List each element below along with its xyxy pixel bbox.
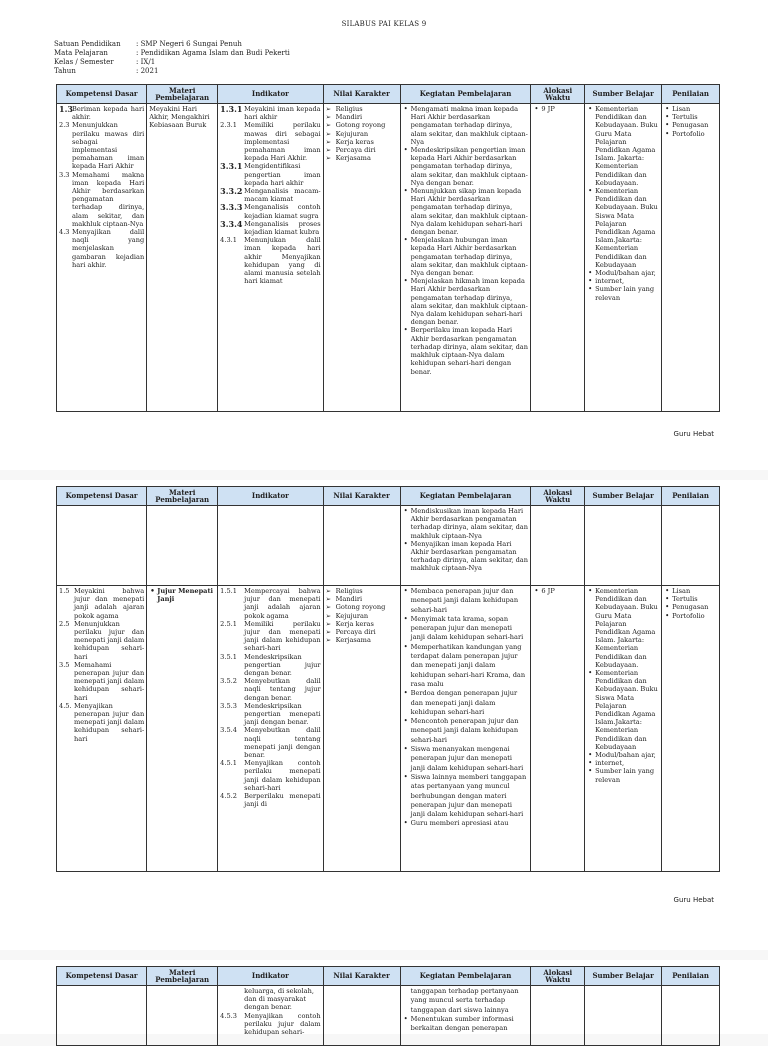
- penilaian-list: [664, 105, 717, 138]
- syllabus-table: [56, 84, 720, 412]
- kegiatan-cell: [400, 506, 531, 586]
- header-row: [57, 487, 720, 506]
- alokasi-list: [533, 105, 582, 113]
- penilaian-list: [664, 587, 717, 620]
- list-item: ➢ Religius: [326, 587, 398, 595]
- sumber-list: [587, 105, 659, 302]
- list-item: • Berperilaku iman kepada Hari Akhir berdasarkan pengamatan terhadap dirinya, alam sekitar, dan makhluk ciptaan-Nya dalam kehidupan sehari-hari dengan benar.: [403, 326, 529, 375]
- document-page-1: [0, 0, 768, 470]
- kd-cell: [57, 506, 147, 586]
- kd-item: [59, 702, 144, 743]
- table-row: [57, 986, 720, 1046]
- indikator-cell: [218, 506, 323, 586]
- header-sumber: Sumber Belajar: [585, 85, 662, 104]
- kd-number: 1.5: [59, 587, 70, 595]
- meta-row: [54, 40, 290, 49]
- meta-row: [54, 49, 290, 58]
- list-item: • Membaca penerapan jujur dan menepati janji dalam kehidupan sehari-hari: [403, 587, 529, 615]
- list-item: • Lisan: [664, 105, 717, 113]
- kd-number: 4.5.: [59, 701, 72, 710]
- kd-item: [59, 228, 144, 269]
- penilaian-cell: [662, 586, 720, 872]
- indikator-number: 1.5.1: [220, 587, 237, 595]
- nilai-cell: [323, 506, 400, 586]
- indikator-text: Memiliki perilaku mawas diri sebagai implementasi pemahaman iman kepada Hari Akhir.: [244, 121, 321, 163]
- sumber-cell: [585, 104, 662, 412]
- meta-row: [54, 67, 290, 76]
- kegiatan-list: [403, 507, 529, 573]
- list-item: • Menyimak tata krama, sopan penerapan jujur dan menepati janji dalam kehidupan sehari-hari: [403, 615, 529, 643]
- indikator-number: 3.5.1: [220, 652, 237, 661]
- list-item: • Memperhatikan kandungan yang terdapat dalam penerapan jujur dan menepati janji dalam kehidupan sehari-hari Krama, dan rasa malu: [403, 643, 529, 689]
- header-nilai-karakter: Nilai Karakter: [323, 85, 400, 104]
- kegiatan-cell: [400, 586, 531, 872]
- materi-cell: [147, 104, 218, 412]
- header-nilai-karakter: Nilai Karakter: [323, 967, 400, 986]
- footer-note: Guru Hebat: [673, 430, 714, 438]
- list-item: • Modul/bahan ajar,: [587, 751, 659, 759]
- list-item: ➢ Percaya diri: [326, 146, 398, 154]
- kd-cell: [57, 104, 147, 412]
- list-item: • Tertulis: [664, 113, 717, 121]
- kd-item: [59, 171, 144, 228]
- list-item: • Lisan: [664, 587, 717, 595]
- list-item: • Kementerian Pendidikan dan Kebudayaan. Buku Siswa Mata Pelajaran Pendidkan Agama Islam.Jakarta: Kementerian Pendidikan dan Kebudayaan: [587, 669, 659, 751]
- indikator-number: 1.3.1: [220, 104, 243, 114]
- list-item: ➢ Religius: [326, 105, 398, 113]
- header-nilai-karakter: Nilai Karakter: [323, 487, 400, 506]
- list-item: • Modul/bahan ajar,: [587, 269, 659, 277]
- header-row: [57, 967, 720, 986]
- kd-number: 3.5: [59, 660, 70, 669]
- indikator-item: [220, 726, 320, 759]
- list-item: • Kementerian Pendidikan dan Kebudayaan. Buku Guru Mata Pelajaran Pendidkan Agama Islam. Jakarta: Kementerian Pendidikan dan Kebudayaan.: [587, 587, 659, 669]
- kd-number: 2.5: [59, 619, 70, 628]
- indikator-item: [220, 203, 320, 219]
- indikator-number: 3.5.3: [220, 701, 237, 710]
- header-materi: Materi Pembelajaran: [147, 85, 218, 104]
- kd-text: Meyakini bahwa jujur dan menepati janji adalah ajaran pokok agama: [74, 587, 145, 620]
- indikator-number: 2.5.1: [220, 619, 237, 628]
- indikator-text: Menyebutkan dalil naqli tentang jujur dengan benar.: [244, 677, 321, 702]
- meta-key: Satuan Pendidikan: [54, 40, 121, 48]
- indikator-number: 3.3.4: [220, 218, 243, 229]
- list-item: • Menjelaskan hikmah iman kepada Hari Akhir berdasarkan pengamatan terhadap dirinya, alam sekitar, dan makhluk ciptaan-Nya dalam kehidupan sehari-hari dengan benar.: [403, 277, 529, 326]
- header-alokasi: Alokasi Waktu: [531, 967, 585, 986]
- list-item: • Portofolio: [664, 130, 717, 138]
- header-kegiatan: Kegiatan Pembelajaran: [400, 487, 531, 506]
- list-item: ➢ Mandiri: [326, 113, 398, 121]
- list-item: • Portofolio: [664, 612, 717, 620]
- list-item: ➢ Gotong royong: [326, 121, 398, 129]
- list-item: ➢ Kerjasama: [326, 636, 398, 644]
- document-page-3: [0, 960, 768, 1037]
- list-item: • Guru memberi apresiasi atau: [403, 819, 529, 828]
- alokasi-cell: [531, 104, 585, 412]
- header-indikator: Indikator: [218, 487, 323, 506]
- indikator-text: Menyajikan contoh perilaku jujur dalam kehidupan sehari-: [244, 1011, 321, 1037]
- indikator-text: keluarga, di sekolah, dan di masyarakat dengan benar.: [244, 987, 314, 1012]
- list-item: ➢ Kerjasama: [326, 154, 398, 162]
- kd-item: [59, 587, 144, 620]
- indikator-item: [220, 236, 320, 285]
- alokasi-cell: [531, 506, 585, 586]
- indikator-item: [220, 702, 320, 727]
- list-item: • Berdoa dengan penerapan jujur dan menepati janji dalam kehidupan sehari-hari: [403, 689, 529, 717]
- nilai-list: [326, 105, 398, 162]
- kd-item: [59, 121, 144, 170]
- meta-value: : Pendidikan Agama Islam dan Budi Pekerti: [136, 49, 290, 57]
- materi-cell: [147, 986, 218, 1046]
- indikator-text: Mempercayai bahwa jujur dan menepati janji adalah ajaran pokok agama: [244, 587, 321, 620]
- indikator-text: Berperilaku menepati janji di: [244, 792, 321, 809]
- document-title: SILABUS PAI KELAS 9: [341, 20, 427, 28]
- kegiatan-text: tanggapan terhadap pertanyaan yang muncul serta terhadap tanggapan dari siswa lainnya: [410, 987, 519, 1014]
- meta-row: [54, 58, 290, 67]
- list-item: • Penugasan: [664, 121, 717, 129]
- indikator-number: 4.5.1: [220, 759, 237, 768]
- alokasi-cell: [531, 586, 585, 872]
- kd-cell: [57, 986, 147, 1046]
- indikator-item: [220, 187, 320, 203]
- indikator-text: Memiliki perilaku jujur dan menepati janji dalam kehidupan sehari-hari: [244, 619, 321, 653]
- indikator-number: 3.3.3: [220, 202, 243, 213]
- kd-number: 4.3: [59, 228, 70, 237]
- header-alokasi: Alokasi Waktu: [531, 487, 585, 506]
- header-kegiatan: Kegiatan Pembelajaran: [400, 85, 531, 104]
- indikator-number: 3.3.2: [220, 186, 243, 197]
- header-kompetensi-dasar: Kompetensi Dasar: [57, 967, 147, 986]
- alokasi-list: [533, 587, 582, 595]
- indikator-item: [220, 162, 320, 187]
- list-item: ➢ Kerja keras: [326, 138, 398, 146]
- header-penilaian: Penilaian: [662, 967, 720, 986]
- table-row: [57, 586, 720, 872]
- list-item: • Menentukan sumber informasi berkaitan dengan penerapan: [403, 1015, 529, 1034]
- kd-item: [59, 620, 144, 661]
- list-item: ➢ Gotong royong: [326, 603, 398, 611]
- indikator-text: Menyebutkan dalil naqli tentang menepati janji dengan benar.: [244, 726, 321, 760]
- header-kompetensi-dasar: Kompetensi Dasar: [57, 487, 147, 506]
- materi-cell: [147, 506, 218, 586]
- list-item: • internet,: [587, 759, 659, 767]
- kd-number: 1.3: [59, 104, 73, 114]
- header-penilaian: Penilaian: [662, 487, 720, 506]
- nilai-cell: [323, 104, 400, 412]
- sumber-cell: [585, 506, 662, 586]
- indikator-text: Mendeskripsikan pengertian jujur dengan benar.: [244, 652, 321, 678]
- kd-text: Menunjukkan perilaku mawas diri sebagai implementasi pemahaman iman kepada Hari Akhir: [72, 121, 145, 171]
- indikator-item: [220, 620, 320, 653]
- header-kegiatan: Kegiatan Pembelajaran: [400, 967, 531, 986]
- header-materi: Materi Pembelajaran: [147, 967, 218, 986]
- kd-text: Beriman kepada hari akhir.: [72, 105, 145, 122]
- kd-item: [59, 105, 144, 121]
- indikator-number: 3.5.4: [220, 726, 237, 735]
- list-item: • 9 JP: [533, 105, 582, 113]
- indikator-item: [220, 653, 320, 678]
- kd-item: [59, 661, 144, 702]
- indikator-number: 4.5.2: [220, 792, 237, 801]
- page-gap: [0, 470, 768, 480]
- document-page-2: [0, 480, 768, 950]
- list-item: • internet,: [587, 277, 659, 285]
- list-item: • Kementerian Pendidikan dan Kebudayaan. Buku Siswa Mata Pelajaran Pendidkan Agama Islam.Jakarta: Kementerian Pendidikan dan Kebudayaan: [587, 187, 659, 269]
- list-item: • Penugasan: [664, 603, 717, 611]
- nilai-cell: [323, 586, 400, 872]
- indikator-number: 3.5.2: [220, 677, 237, 686]
- header-materi: Materi Pembelajaran: [147, 487, 218, 506]
- alokasi-cell: [531, 986, 585, 1046]
- list-item: • Sumber lain yang relevan: [587, 285, 659, 301]
- page-gap: [0, 950, 768, 960]
- header-indikator: Indikator: [218, 85, 323, 104]
- materi-text: Meyakini Hari Akhir, Mengakhiri Kebiasaan Buruk: [149, 105, 210, 130]
- indikator-text: Mengidentifikasi pengertian iman kepada hari akhir: [244, 162, 321, 187]
- header-alokasi: Alokasi Waktu: [531, 85, 585, 104]
- indikator-number: 4.3.1: [220, 236, 237, 245]
- header-penilaian: Penilaian: [662, 85, 720, 104]
- indikator-item: [220, 587, 320, 620]
- indikator-cell: [218, 986, 323, 1046]
- list-item: • Menjelaskan hubungan iman kepada Hari Akhir berdasarkan pengamatan terhadap dirinya, alam sekitar, dan makhluk ciptaan-Nya dengan benar.: [403, 236, 529, 277]
- kd-text: Menyajikan penerapan jujur dan menepati janji dalam kehidupan sehari-hari: [74, 701, 145, 743]
- kd-text: Menyajikan dalil naqli yang menjelaskan gambaran kejadian hari akhir.: [72, 228, 145, 269]
- list-item: • Mengamati makna iman kepada Hari Akhir berdasarkan pengamatan terhadap dirinya, alam sekitar, dan makhluk ciptaan-Nya: [403, 105, 529, 146]
- kd-text: Memahami makna iman kepada Hari Akhir berdasarkan pengamatan terhadap dirinya, alam sekitar, dan makhluk ciptaan-Nya: [72, 170, 145, 228]
- meta-value: : 2021: [136, 67, 159, 75]
- list-item: ➢ Mandiri: [326, 595, 398, 603]
- header-row: [57, 85, 720, 104]
- penilaian-cell: [662, 104, 720, 412]
- header-sumber: Sumber Belajar: [585, 967, 662, 986]
- indikator-text: Menunjukan dalil iman kepada hari akhir Menyajikan kehidupan yang di alami manusia setelah hari kiamat: [244, 236, 321, 286]
- list-item: • Menyajikan iman kepada Hari Akhir berdasarkan pengamatan terhadap dirinya, alam sekitar, dan makhluk ciptaan-Nya: [403, 540, 529, 573]
- sumber-list: [587, 587, 659, 784]
- header-kompetensi-dasar: Kompetensi Dasar: [57, 85, 147, 104]
- penilaian-cell: [662, 986, 720, 1046]
- header-indikator: Indikator: [218, 967, 323, 986]
- meta-key: Kelas / Semester: [54, 58, 114, 66]
- meta-value: : IX/1: [136, 58, 156, 66]
- syllabus-table: [56, 966, 720, 1046]
- meta-key: Mata Pelajaran: [54, 49, 108, 57]
- materi-list: [149, 587, 215, 603]
- list-item: • 6 JP: [533, 587, 582, 595]
- indikator-text: Menganalisis contoh kejadian kiamat sugra: [244, 203, 321, 220]
- indikator-text: Menyajikan contoh perilaku menepati janji dalam kehidupan sehari-hari: [244, 759, 321, 792]
- indikator-number: 4.5.3: [220, 1011, 237, 1020]
- indikator-text: Menganalisis macam-macam kiamat: [244, 187, 321, 204]
- indikator-item: [220, 792, 320, 808]
- list-item: ➢ Kejujuran: [326, 130, 398, 138]
- table-row: [57, 104, 720, 412]
- kd-number: 3.3: [59, 170, 70, 179]
- meta-value: : SMP Negeri 6 Sungai Penuh: [136, 40, 242, 48]
- penilaian-cell: [662, 506, 720, 586]
- kegiatan-list: [403, 105, 529, 376]
- kd-text: Menunjukkan perilaku jujur dan menepati janji dalam kehidupan sehari-hari: [74, 619, 145, 661]
- indikator-cell: [218, 104, 323, 412]
- list-item: ➢ Kerja keras: [326, 620, 398, 628]
- list-item: • Siswa menanyakan mengenai penerapan jujur dan menepati janji dalam kehidupan sehari-hari: [403, 745, 529, 773]
- list-item: • Siswa lainnya memberi tanggapan atas pertanyaan yang muncul berhubungan dengan materi penerapan jujur dan menepati janji dalam kehidupan sehari-hari: [403, 773, 529, 819]
- indikator-number: 2.3.1: [220, 121, 237, 130]
- indikator-number: 3.3.1: [220, 161, 243, 172]
- indikator-cell: [218, 586, 323, 872]
- indikator-text: Menganalisis proses kejadian kiamat kubra: [244, 219, 321, 237]
- indikator-item: [220, 677, 320, 702]
- kd-cell: [57, 586, 147, 872]
- indikator-text: Mendeskripsikan pengertian menepati janji dengan benar.: [244, 701, 321, 727]
- kd-text: Memahami penerapan jujur dan menepati janji dalam kehidupan sehari-hari: [74, 660, 145, 702]
- indikator-item: [220, 759, 320, 792]
- kegiatan-cell: [400, 986, 531, 1046]
- document-meta: [54, 40, 290, 76]
- list-item: • Tertulis: [664, 595, 717, 603]
- sumber-cell: [585, 586, 662, 872]
- list-item: • Mendiskusikan iman kepada Hari Akhir berdasarkan pengamatan terhadap dirinya, alam sekitar, dan makhluk ciptaan-Nya: [403, 507, 529, 540]
- indikator-item: [220, 105, 320, 121]
- sumber-cell: [585, 986, 662, 1046]
- indikator-item: [220, 220, 320, 236]
- kegiatan-list: [403, 587, 529, 829]
- kd-number: 2.3: [59, 121, 70, 130]
- meta-key: Tahun: [54, 67, 76, 75]
- indikator-text: Meyakini iman kepada hari akhir: [244, 105, 321, 122]
- footer-note: Guru Hebat: [673, 896, 714, 904]
- kegiatan-cell: [400, 104, 531, 412]
- list-item: • Menunjukkan sikap iman kepada Hari Akhir berdasarkan pengamatan terhadap dirinya, alam sekitar, dan makhluk ciptaan-Nya dalam kehidupan sehari-hari dengan benar.: [403, 187, 529, 236]
- nilai-list: [326, 587, 398, 644]
- list-item: • Sumber lain yang relevan: [587, 767, 659, 783]
- list-item: • Jujur Menepati Janji: [149, 587, 215, 603]
- materi-cell: [147, 586, 218, 872]
- list-item: • Mencontoh penerapan jujur dan menepati janji dalam kehidupan sehari-hari: [403, 717, 529, 745]
- indikator-item: [220, 121, 320, 162]
- list-item: • Mendeskripsikan pengertian iman kepada Hari Akhir berdasarkan pengamatan terhadap dirinya, alam sekitar, dan makhluk ciptaan-Nya dengan benar.: [403, 146, 529, 187]
- list-item: • Kementerian Pendidikan dan Kebudayaan. Buku Guru Mata Pelajaran Pendidkan Agama Islam. Jakarta: Kementerian Pendidikan dan Kebudayaan.: [587, 105, 659, 187]
- nilai-cell: [323, 986, 400, 1046]
- syllabus-table: [56, 486, 720, 872]
- table-row: [57, 506, 720, 586]
- kegiatan-list: [403, 1015, 529, 1034]
- list-item: ➢ Percaya diri: [326, 628, 398, 636]
- header-sumber: Sumber Belajar: [585, 487, 662, 506]
- list-item: ➢ Kejujuran: [326, 612, 398, 620]
